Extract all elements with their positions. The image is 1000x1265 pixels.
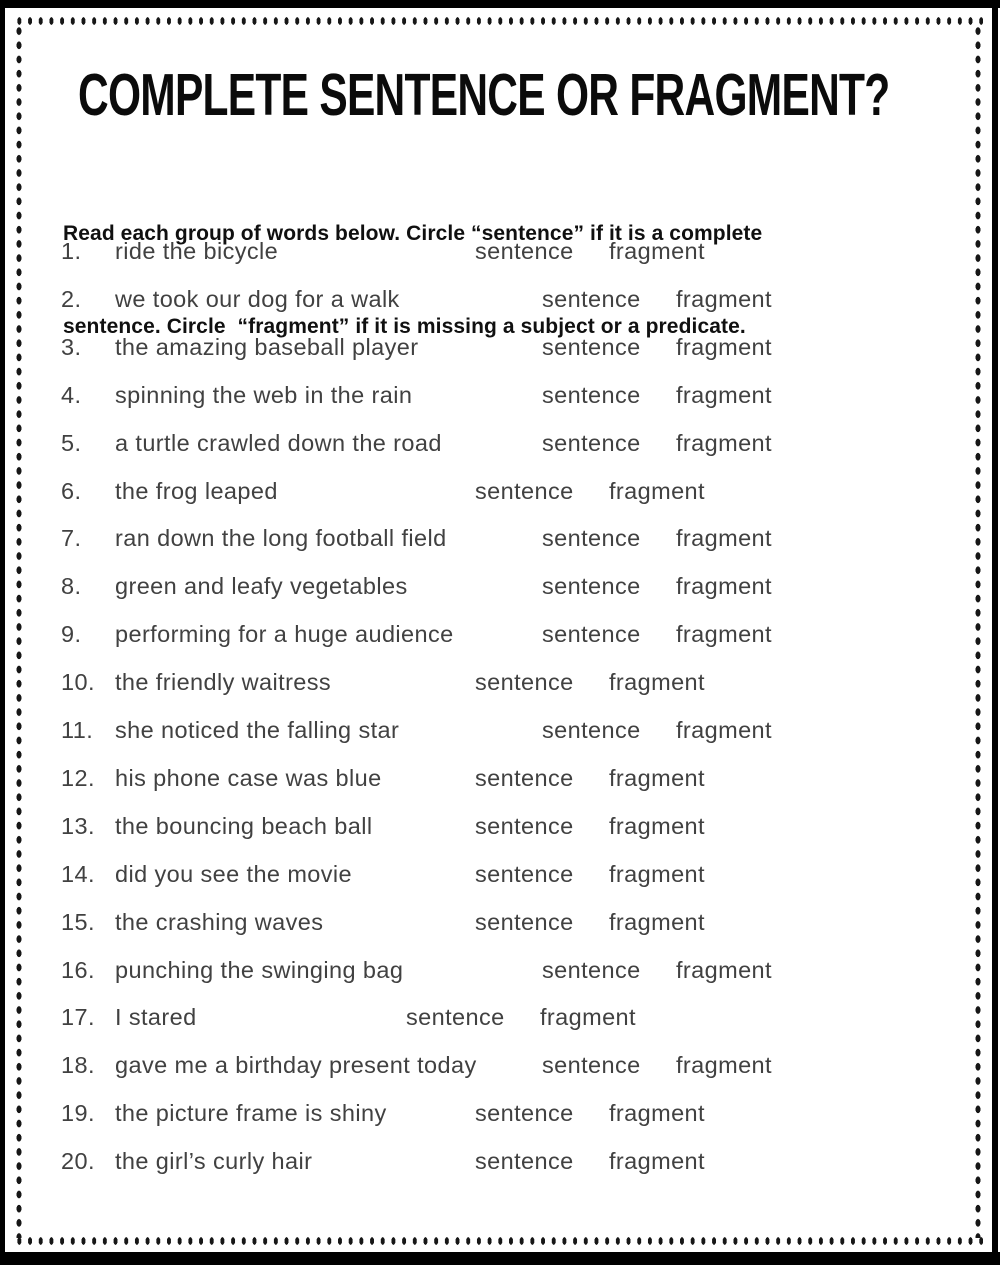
option-fragment[interactable]: fragment — [676, 525, 772, 552]
option-fragment[interactable]: fragment — [676, 621, 772, 648]
option-sentence[interactable]: sentence — [542, 429, 641, 456]
option-sentence[interactable]: sentence — [475, 764, 574, 791]
item-text: ride the bicycle — [115, 238, 279, 264]
option-sentence[interactable]: sentence — [542, 381, 641, 408]
item-number: 15. — [61, 908, 95, 935]
option-fragment[interactable]: fragment — [676, 429, 772, 456]
option-sentence[interactable]: sentence — [475, 477, 574, 504]
worksheet-item — [0, 717, 1000, 747]
item-number: 1. — [61, 238, 82, 264]
item-text: we took our dog for a walk — [115, 285, 400, 312]
item-text: ran down the long football field — [115, 525, 447, 552]
option-sentence[interactable]: sentence — [542, 621, 641, 648]
item-text: gave me a birthday present today — [115, 1052, 477, 1079]
item-text: the frog leaped — [115, 477, 278, 504]
item-text: the friendly waitress — [115, 669, 332, 696]
option-fragment[interactable]: fragment — [676, 956, 772, 983]
item-number: 8. — [61, 573, 82, 600]
option-sentence[interactable]: sentence — [542, 285, 641, 312]
worksheet-item — [0, 813, 1000, 843]
option-fragment[interactable]: fragment — [609, 812, 705, 839]
option-sentence[interactable]: sentence — [475, 812, 574, 839]
worksheet-item — [0, 669, 1000, 699]
option-sentence[interactable]: sentence — [475, 908, 574, 935]
option-fragment[interactable]: fragment — [609, 238, 705, 264]
option-fragment[interactable]: fragment — [676, 717, 772, 743]
worksheet-item — [0, 286, 1000, 316]
worksheet-item — [0, 765, 1000, 795]
option-fragment[interactable]: fragment — [676, 285, 772, 312]
worksheet-item — [0, 382, 1000, 412]
item-text: a turtle crawled down the road — [115, 429, 442, 456]
item-number: 10. — [61, 669, 95, 696]
item-number: 17. — [61, 1004, 95, 1031]
item-text: spinning the web in the rain — [115, 381, 413, 408]
item-text: the girl’s curly hair — [115, 1148, 313, 1175]
option-sentence[interactable]: sentence — [542, 1052, 641, 1079]
item-number: 5. — [61, 429, 82, 456]
item-number: 7. — [61, 525, 82, 552]
option-sentence[interactable]: sentence — [542, 573, 641, 600]
option-fragment[interactable]: fragment — [676, 333, 772, 360]
option-fragment[interactable]: fragment — [609, 669, 705, 696]
item-number: 18. — [61, 1052, 95, 1079]
option-fragment[interactable]: fragment — [540, 1004, 636, 1031]
worksheet-item — [0, 573, 1000, 603]
item-text: the bouncing beach ball — [115, 812, 373, 839]
option-fragment[interactable]: fragment — [676, 381, 772, 408]
item-number: 3. — [61, 333, 82, 360]
item-text: I stared — [115, 1004, 197, 1031]
option-fragment[interactable]: fragment — [609, 477, 705, 504]
item-text: the picture frame is shiny — [115, 1100, 387, 1127]
option-sentence[interactable]: sentence — [475, 1100, 574, 1127]
option-fragment[interactable]: fragment — [676, 1052, 772, 1079]
instructions-line1: Read each group of words below. Circle “sentence” if it is a complete — [63, 222, 763, 245]
item-number: 12. — [61, 764, 95, 791]
worksheet-item — [0, 1100, 1000, 1130]
option-sentence[interactable]: sentence — [475, 669, 574, 696]
option-sentence[interactable]: sentence — [475, 860, 574, 887]
item-text: she noticed the falling star — [115, 717, 400, 743]
option-sentence[interactable]: sentence — [406, 1004, 505, 1031]
option-sentence[interactable]: sentence — [475, 238, 574, 264]
option-sentence[interactable]: sentence — [475, 1148, 574, 1175]
item-text: the crashing waves — [115, 908, 324, 935]
worksheet-item — [0, 1148, 1000, 1178]
option-fragment[interactable]: fragment — [609, 908, 705, 935]
item-text: green and leafy vegetables — [115, 573, 408, 600]
item-number: 20. — [61, 1148, 95, 1175]
item-number: 11. — [61, 717, 94, 743]
option-fragment[interactable]: fragment — [609, 860, 705, 887]
option-fragment[interactable]: fragment — [676, 573, 772, 600]
worksheet-item — [0, 334, 1000, 364]
worksheet-item — [0, 861, 1000, 891]
item-number: 9. — [61, 621, 82, 648]
worksheet-item — [0, 621, 1000, 651]
instructions-line2: sentence. Circle “fragment” if it is missing a subject or a predicate. — [63, 315, 746, 338]
worksheet-item — [0, 1052, 1000, 1082]
option-sentence[interactable]: sentence — [542, 333, 641, 360]
page-title: COMPLETE SENTENCE OR FRAGMENT? — [78, 62, 890, 128]
item-number: 6. — [61, 477, 82, 504]
worksheet-item — [0, 909, 1000, 939]
item-text: did you see the movie — [115, 860, 353, 887]
option-fragment[interactable]: fragment — [609, 1148, 705, 1175]
option-sentence[interactable]: sentence — [542, 956, 641, 983]
worksheet-item — [0, 430, 1000, 460]
item-number: 4. — [61, 381, 82, 408]
worksheet-item — [0, 238, 1000, 268]
option-fragment[interactable]: fragment — [609, 764, 705, 791]
item-number: 19. — [61, 1100, 95, 1127]
item-number: 16. — [61, 956, 95, 983]
worksheet-item — [0, 525, 1000, 555]
option-sentence[interactable]: sentence — [542, 525, 641, 552]
item-text: performing for a huge audience — [115, 621, 454, 648]
option-sentence[interactable]: sentence — [542, 717, 641, 743]
worksheet-item — [0, 478, 1000, 508]
item-text: his phone case was blue — [115, 764, 382, 791]
worksheet-item — [0, 1004, 1000, 1034]
item-number: 13. — [61, 812, 95, 839]
item-text: punching the swinging bag — [115, 956, 404, 983]
item-text: the amazing baseball player — [115, 333, 419, 360]
worksheet-item — [0, 957, 1000, 987]
item-number: 2. — [61, 285, 82, 312]
option-fragment[interactable]: fragment — [609, 1100, 705, 1127]
item-number: 14. — [61, 860, 95, 887]
